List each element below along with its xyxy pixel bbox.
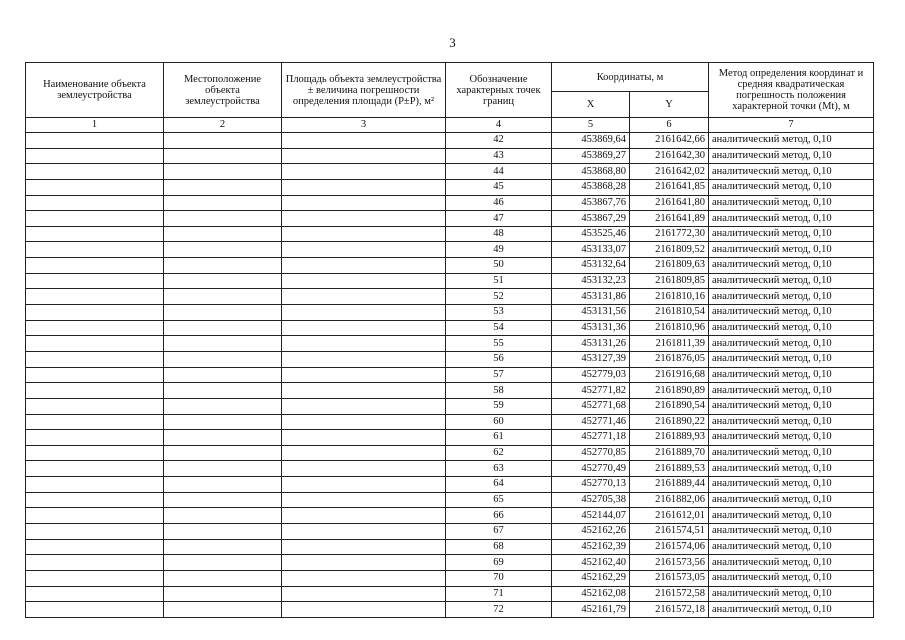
x-coordinate-cell: 452770,85 — [552, 445, 630, 461]
col-number: 3 — [282, 118, 446, 133]
table-row — [26, 570, 874, 586]
empty-cell — [164, 414, 282, 430]
point-number-cell: 43 — [446, 148, 552, 164]
table-row — [26, 367, 874, 383]
method-cell: аналитический метод, 0,10 — [709, 602, 874, 618]
empty-cell — [164, 524, 282, 540]
empty-cell — [282, 336, 446, 352]
point-number-cell: 69 — [446, 555, 552, 571]
point-number-cell: 44 — [446, 164, 552, 180]
empty-cell — [282, 414, 446, 430]
header-method: Метод определения координат и средняя квадратическая погрешность положения характерной точки (Mt), м — [709, 63, 874, 118]
x-coordinate-cell: 453131,26 — [552, 336, 630, 352]
header-y: Y — [630, 92, 709, 118]
empty-cell — [26, 445, 164, 461]
empty-cell — [164, 602, 282, 618]
method-cell: аналитический метод, 0,10 — [709, 461, 874, 477]
y-coordinate-cell: 2161810,54 — [630, 305, 709, 321]
empty-cell — [26, 211, 164, 227]
method-cell: аналитический метод, 0,10 — [709, 351, 874, 367]
x-coordinate-cell: 452162,39 — [552, 539, 630, 555]
point-number-cell: 66 — [446, 508, 552, 524]
table-row — [26, 351, 874, 367]
table-row — [26, 133, 874, 149]
empty-cell — [282, 242, 446, 258]
x-coordinate-cell: 452771,82 — [552, 383, 630, 399]
table-row — [26, 164, 874, 180]
table-row — [26, 179, 874, 195]
point-number-cell: 65 — [446, 492, 552, 508]
x-coordinate-cell: 453133,07 — [552, 242, 630, 258]
y-coordinate-cell: 2161889,70 — [630, 445, 709, 461]
empty-cell — [282, 555, 446, 571]
x-coordinate-cell: 453127,39 — [552, 351, 630, 367]
page-number: 3 — [449, 35, 456, 50]
point-number-cell: 67 — [446, 524, 552, 540]
col-number: 4 — [446, 118, 552, 133]
empty-cell — [26, 602, 164, 618]
empty-cell — [26, 148, 164, 164]
empty-cell — [282, 508, 446, 524]
empty-cell — [164, 430, 282, 446]
y-coordinate-cell: 2161642,66 — [630, 133, 709, 149]
x-coordinate-cell: 453868,80 — [552, 164, 630, 180]
empty-cell — [282, 524, 446, 540]
empty-cell — [26, 539, 164, 555]
point-number-cell: 52 — [446, 289, 552, 305]
empty-cell — [164, 226, 282, 242]
method-cell: аналитический метод, 0,10 — [709, 430, 874, 446]
empty-cell — [282, 383, 446, 399]
empty-cell — [26, 179, 164, 195]
x-coordinate-cell: 453869,27 — [552, 148, 630, 164]
method-cell: аналитический метод, 0,10 — [709, 289, 874, 305]
table-row — [26, 508, 874, 524]
x-coordinate-cell: 452771,68 — [552, 398, 630, 414]
empty-cell — [282, 226, 446, 242]
table-row — [26, 289, 874, 305]
method-cell: аналитический метод, 0,10 — [709, 524, 874, 540]
y-coordinate-cell: 2161810,96 — [630, 320, 709, 336]
empty-cell — [282, 430, 446, 446]
table-row — [26, 492, 874, 508]
table-row — [26, 320, 874, 336]
point-number-cell: 47 — [446, 211, 552, 227]
empty-cell — [26, 508, 164, 524]
y-coordinate-cell: 2161890,54 — [630, 398, 709, 414]
empty-cell — [26, 367, 164, 383]
table-row — [26, 305, 874, 321]
empty-cell — [282, 477, 446, 493]
empty-cell — [164, 289, 282, 305]
empty-cell — [26, 414, 164, 430]
empty-cell — [164, 336, 282, 352]
y-coordinate-cell: 2161809,63 — [630, 258, 709, 274]
point-number-cell: 54 — [446, 320, 552, 336]
empty-cell — [26, 398, 164, 414]
empty-cell — [282, 164, 446, 180]
point-number-cell: 49 — [446, 242, 552, 258]
point-number-cell: 56 — [446, 351, 552, 367]
x-coordinate-cell: 452162,40 — [552, 555, 630, 571]
point-number-cell: 50 — [446, 258, 552, 274]
table-row — [26, 273, 874, 289]
header-location: Местоположение объекта землеустройства — [164, 63, 282, 118]
x-coordinate-cell: 453132,23 — [552, 273, 630, 289]
empty-cell — [164, 164, 282, 180]
y-coordinate-cell: 2161889,53 — [630, 461, 709, 477]
method-cell: аналитический метод, 0,10 — [709, 226, 874, 242]
point-number-cell: 51 — [446, 273, 552, 289]
empty-cell — [164, 211, 282, 227]
table-row — [26, 414, 874, 430]
table-row — [26, 555, 874, 571]
header-object-name: Наименование объекта землеустройства — [26, 63, 164, 118]
method-cell: аналитический метод, 0,10 — [709, 586, 874, 602]
x-coordinate-cell: 453867,29 — [552, 211, 630, 227]
x-coordinate-cell: 453525,46 — [552, 226, 630, 242]
x-coordinate-cell: 452770,49 — [552, 461, 630, 477]
header-points: Обозначение характерных точек границ — [446, 63, 552, 118]
table-row — [26, 445, 874, 461]
method-cell: аналитический метод, 0,10 — [709, 336, 874, 352]
method-cell: аналитический метод, 0,10 — [709, 539, 874, 555]
method-cell: аналитический метод, 0,10 — [709, 414, 874, 430]
col-number: 5 — [552, 118, 630, 133]
point-number-cell: 62 — [446, 445, 552, 461]
method-cell: аналитический метод, 0,10 — [709, 305, 874, 321]
empty-cell — [26, 258, 164, 274]
method-cell: аналитический метод, 0,10 — [709, 195, 874, 211]
x-coordinate-cell: 452162,08 — [552, 586, 630, 602]
y-coordinate-cell: 2161572,58 — [630, 586, 709, 602]
y-coordinate-cell: 2161889,93 — [630, 430, 709, 446]
table-row — [26, 430, 874, 446]
y-coordinate-cell: 2161642,30 — [630, 148, 709, 164]
method-cell: аналитический метод, 0,10 — [709, 570, 874, 586]
point-number-cell: 64 — [446, 477, 552, 493]
empty-cell — [26, 461, 164, 477]
y-coordinate-cell: 2161641,89 — [630, 211, 709, 227]
table-row — [26, 211, 874, 227]
x-coordinate-cell: 452771,46 — [552, 414, 630, 430]
method-cell: аналитический метод, 0,10 — [709, 367, 874, 383]
empty-cell — [26, 336, 164, 352]
empty-cell — [282, 148, 446, 164]
empty-cell — [282, 539, 446, 555]
x-coordinate-cell: 452162,26 — [552, 524, 630, 540]
method-cell: аналитический метод, 0,10 — [709, 164, 874, 180]
empty-cell — [164, 477, 282, 493]
point-number-cell: 71 — [446, 586, 552, 602]
table-row — [26, 336, 874, 352]
y-coordinate-cell: 2161641,85 — [630, 179, 709, 195]
empty-cell — [164, 351, 282, 367]
y-coordinate-cell: 2161916,68 — [630, 367, 709, 383]
y-coordinate-cell: 2161809,85 — [630, 273, 709, 289]
x-coordinate-cell: 452161,79 — [552, 602, 630, 618]
empty-cell — [282, 195, 446, 211]
y-coordinate-cell: 2161573,05 — [630, 570, 709, 586]
y-coordinate-cell: 2161572,18 — [630, 602, 709, 618]
empty-cell — [164, 508, 282, 524]
empty-cell — [164, 179, 282, 195]
table-row — [26, 461, 874, 477]
empty-cell — [282, 492, 446, 508]
empty-cell — [164, 273, 282, 289]
empty-cell — [282, 461, 446, 477]
x-coordinate-cell: 453869,64 — [552, 133, 630, 149]
empty-cell — [282, 570, 446, 586]
empty-cell — [26, 226, 164, 242]
x-coordinate-cell: 453131,56 — [552, 305, 630, 321]
point-number-cell: 70 — [446, 570, 552, 586]
empty-cell — [26, 320, 164, 336]
table-body — [26, 133, 874, 618]
coordinates-table — [25, 62, 874, 618]
empty-cell — [164, 383, 282, 399]
method-cell: аналитический метод, 0,10 — [709, 477, 874, 493]
col-number: 1 — [26, 118, 164, 133]
point-number-cell: 42 — [446, 133, 552, 149]
method-cell: аналитический метод, 0,10 — [709, 211, 874, 227]
method-cell: аналитический метод, 0,10 — [709, 179, 874, 195]
header-area: Площадь объекта землеустройства ± величина погрешности определения площади (Р±Р), м² — [282, 63, 446, 118]
x-coordinate-cell: 453132,64 — [552, 258, 630, 274]
x-coordinate-cell: 452771,18 — [552, 430, 630, 446]
point-number-cell: 45 — [446, 179, 552, 195]
empty-cell — [164, 555, 282, 571]
point-number-cell: 55 — [446, 336, 552, 352]
table-row — [26, 524, 874, 540]
empty-cell — [164, 195, 282, 211]
y-coordinate-cell: 2161810,16 — [630, 289, 709, 305]
y-coordinate-cell: 2161574,06 — [630, 539, 709, 555]
table-row — [26, 148, 874, 164]
empty-cell — [26, 383, 164, 399]
empty-cell — [164, 133, 282, 149]
method-cell: аналитический метод, 0,10 — [709, 492, 874, 508]
empty-cell — [164, 242, 282, 258]
empty-cell — [164, 586, 282, 602]
table-row — [26, 242, 874, 258]
empty-cell — [26, 273, 164, 289]
empty-cell — [26, 164, 164, 180]
empty-cell — [282, 445, 446, 461]
empty-cell — [164, 367, 282, 383]
table-row — [26, 383, 874, 399]
col-number: 7 — [709, 118, 874, 133]
method-cell: аналитический метод, 0,10 — [709, 320, 874, 336]
table-row — [26, 602, 874, 618]
point-number-cell: 60 — [446, 414, 552, 430]
empty-cell — [282, 273, 446, 289]
empty-cell — [164, 492, 282, 508]
empty-cell — [26, 524, 164, 540]
method-cell: аналитический метод, 0,10 — [709, 133, 874, 149]
point-number-cell: 68 — [446, 539, 552, 555]
empty-cell — [282, 602, 446, 618]
empty-cell — [164, 398, 282, 414]
empty-cell — [164, 258, 282, 274]
method-cell: аналитический метод, 0,10 — [709, 398, 874, 414]
empty-cell — [26, 570, 164, 586]
empty-cell — [26, 586, 164, 602]
empty-cell — [282, 367, 446, 383]
empty-cell — [282, 211, 446, 227]
empty-cell — [26, 305, 164, 321]
y-coordinate-cell: 2161890,22 — [630, 414, 709, 430]
table-row — [26, 195, 874, 211]
x-coordinate-cell: 452779,03 — [552, 367, 630, 383]
x-coordinate-cell: 452705,38 — [552, 492, 630, 508]
empty-cell — [26, 555, 164, 571]
method-cell: аналитический метод, 0,10 — [709, 148, 874, 164]
point-number-cell: 58 — [446, 383, 552, 399]
point-number-cell: 63 — [446, 461, 552, 477]
empty-cell — [164, 461, 282, 477]
method-cell: аналитический метод, 0,10 — [709, 273, 874, 289]
point-number-cell: 53 — [446, 305, 552, 321]
method-cell: аналитический метод, 0,10 — [709, 445, 874, 461]
empty-cell — [282, 586, 446, 602]
table-row — [26, 539, 874, 555]
y-coordinate-cell: 2161811,39 — [630, 336, 709, 352]
y-coordinate-cell: 2161772,30 — [630, 226, 709, 242]
empty-cell — [282, 179, 446, 195]
empty-cell — [282, 258, 446, 274]
empty-cell — [282, 133, 446, 149]
col-number: 2 — [164, 118, 282, 133]
y-coordinate-cell: 2161876,05 — [630, 351, 709, 367]
y-coordinate-cell: 2161641,80 — [630, 195, 709, 211]
y-coordinate-cell: 2161574,51 — [630, 524, 709, 540]
empty-cell — [282, 398, 446, 414]
header-coordinates: Координаты, м — [552, 63, 709, 92]
method-cell: аналитический метод, 0,10 — [709, 258, 874, 274]
y-coordinate-cell: 2161642,02 — [630, 164, 709, 180]
x-coordinate-cell: 453131,86 — [552, 289, 630, 305]
x-coordinate-cell: 453868,28 — [552, 179, 630, 195]
empty-cell — [282, 320, 446, 336]
empty-cell — [26, 492, 164, 508]
empty-cell — [26, 195, 164, 211]
empty-cell — [26, 351, 164, 367]
table-row — [26, 586, 874, 602]
point-number-cell: 59 — [446, 398, 552, 414]
table-row — [26, 226, 874, 242]
empty-cell — [164, 148, 282, 164]
x-coordinate-cell: 452162,29 — [552, 570, 630, 586]
y-coordinate-cell: 2161573,56 — [630, 555, 709, 571]
empty-cell — [282, 289, 446, 305]
point-number-cell: 46 — [446, 195, 552, 211]
empty-cell — [164, 445, 282, 461]
x-coordinate-cell: 453867,76 — [552, 195, 630, 211]
empty-cell — [164, 570, 282, 586]
y-coordinate-cell: 2161809,52 — [630, 242, 709, 258]
point-number-cell: 72 — [446, 602, 552, 618]
method-cell: аналитический метод, 0,10 — [709, 508, 874, 524]
method-cell: аналитический метод, 0,10 — [709, 555, 874, 571]
y-coordinate-cell: 2161882,06 — [630, 492, 709, 508]
empty-cell — [26, 242, 164, 258]
empty-cell — [26, 477, 164, 493]
header-x: X — [552, 92, 630, 118]
point-number-cell: 61 — [446, 430, 552, 446]
empty-cell — [26, 133, 164, 149]
table-row — [26, 398, 874, 414]
empty-cell — [164, 539, 282, 555]
y-coordinate-cell: 2161612,01 — [630, 508, 709, 524]
table-row — [26, 477, 874, 493]
empty-cell — [164, 305, 282, 321]
empty-cell — [282, 305, 446, 321]
method-cell: аналитический метод, 0,10 — [709, 383, 874, 399]
empty-cell — [282, 351, 446, 367]
col-number: 6 — [630, 118, 709, 133]
point-number-cell: 57 — [446, 367, 552, 383]
x-coordinate-cell: 452144,07 — [552, 508, 630, 524]
table-row — [26, 258, 874, 274]
x-coordinate-cell: 452770,13 — [552, 477, 630, 493]
empty-cell — [164, 320, 282, 336]
point-number-cell: 48 — [446, 226, 552, 242]
x-coordinate-cell: 453131,36 — [552, 320, 630, 336]
empty-cell — [26, 430, 164, 446]
y-coordinate-cell: 2161889,44 — [630, 477, 709, 493]
method-cell: аналитический метод, 0,10 — [709, 242, 874, 258]
empty-cell — [26, 289, 164, 305]
y-coordinate-cell: 2161890,89 — [630, 383, 709, 399]
